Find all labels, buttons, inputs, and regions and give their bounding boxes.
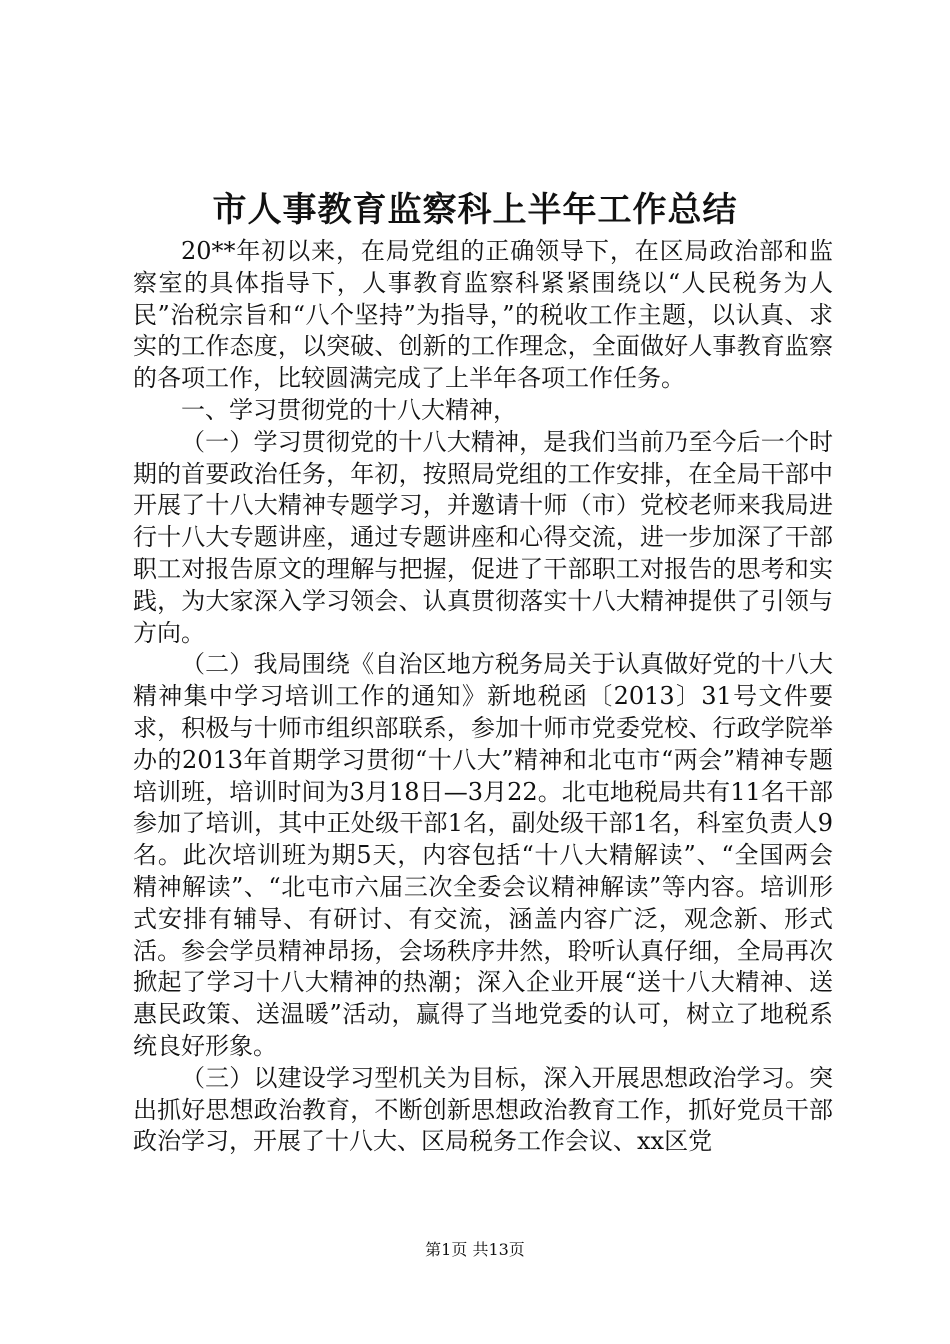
intro-paragraph: 20**年初以来，在局党组的正确领导下，在区局政治部和监察室的具体指导下，人事教育监察科紧紧围绕以“人民税务为人民”治税宗旨和“八个坚持”为指导，”的税收工作主题，以认真、求实的工作态度，以突破、创新的工作理念，全面做好人事教育监察的各项工作，比较圆满完成了上半年各项工作任务。 [133,237,833,393]
page-footer: 第1页 共13页 [425,1240,525,1259]
subsection-paragraph-1: （一）学习贯彻党的十八大精神，是我们当前乃至今后一个时期的首要政治任务，年初，按照局党组的工作安排，在全局干部中开展了十八大精神专题学习，并邀请十师（市）党校老师来我局进行十八大专题讲座，通过专题讲座和心得交流，进一步加深了干部职工对报告原文的理解与把握，促进了干部职工对报告的思考和实践，为大家深入学习领会、认真贯彻落实十八大精神提供了引领与方向。 [133,427,833,647]
document-title: 市人事教育监察科上半年工作总结 [212,190,738,230]
subsection-paragraph-2: （二）我局围绕《自治区地方税务局关于认真做好党的十八大精神集中学习培训工作的通知》新地税函〔2013〕31号文件要求，积极与十师市组织部联系，参加十师市党委党校、行政学院举办的2013年首期学习贯彻“十八大”精神和北屯市“两会”精神专题培训班，培训时间为3月18日—3月22。北屯地税局共有11名干部参加了培训，其中正处级干部1名，副处级干部1名，科室负责人9名。此次培训班为期5天，内容包括“十八大精解读”、“全国两会精神解读”、“北屯市六届三次全委会议精神解读”等内容。培训形式安排有辅导、有研讨、有交流，涵盖内容广泛，观念新、形式活。参会学员精神昂扬，会场秩序井然，聆听认真仔细，全局再次掀起了学习十八大精神的热潮；深入企业开展“送十八大精神、送惠民政策、送温暖”活动，赢得了当地党委的认可，树立了地税系统良好形象。 [133,650,833,1060]
section-heading-1: 一、学习贯彻党的十八大精神， [181,395,517,424]
subsection-paragraph-3: （三）以建设学习型机关为目标，深入开展思想政治学习。突出抓好思想政治教育，不断创新思想政治教育工作，抓好党员干部政治学习，开展了十八大、区局税务工作会议、xx区党 [133,1063,833,1156]
document-body [133,236,833,1158]
